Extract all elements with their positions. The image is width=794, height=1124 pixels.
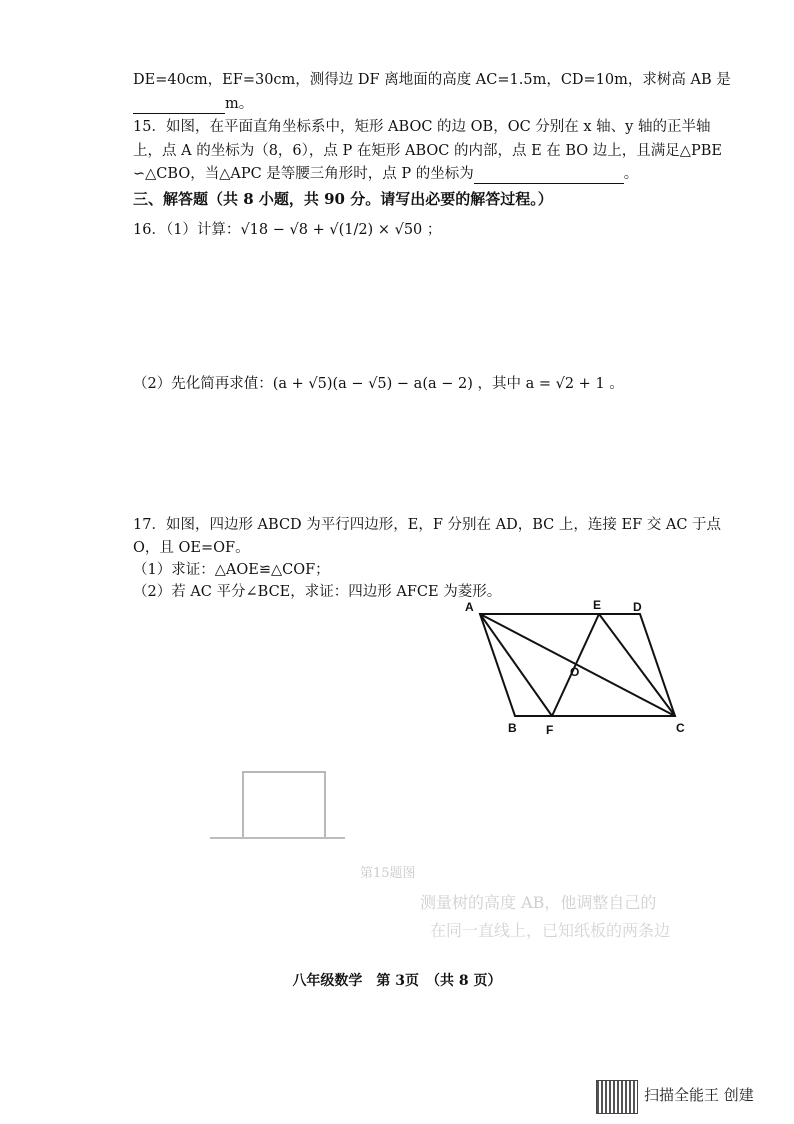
label-o: O — [570, 665, 580, 679]
label-e: E — [593, 598, 602, 612]
bleed-through-figure — [200, 760, 350, 860]
q16-part2 — [133, 374, 624, 394]
page-footer: 八年级数学 第 3页 （共 8 页） — [292, 973, 502, 989]
q15-end: 。 — [623, 166, 639, 182]
scanner-watermark: 扫描全能王 创建 — [644, 1086, 754, 1104]
parallelogram-figure — [455, 598, 695, 758]
q15-line1: 15．如图，在平面直角坐标系中，矩形 ABOC 的边 OB，OC 分别在 x 轴、y 轴的正半轴 — [133, 119, 711, 135]
q15-answer-blank[interactable] — [474, 167, 624, 184]
section-3-heading: 三、解答题（共 8 小题，共 90 分。请写出必要的解答过程。） — [133, 190, 553, 208]
q15-line3: ∽△CBO，当△APC 是等腰三角形时，点 P 的坐标为 — [133, 166, 474, 182]
segment-af — [480, 614, 552, 716]
label-c: C — [676, 721, 685, 735]
label-f: F — [546, 723, 554, 737]
q15-line3-wrap — [133, 164, 638, 184]
q17-part1: （1）求证：△AOE≌△COF； — [133, 562, 330, 578]
q14-line1: DE=40cm，EF=30cm，测得边 DF 离地面的高度 AC=1.5m，CD=10m，求树高 AB 是 — [133, 72, 731, 88]
q14-answer-blank[interactable] — [133, 97, 225, 114]
q17-line2: O，且 OE=OF。 — [133, 540, 250, 556]
q17-line1: 17．如图，四边形 ABCD 为平行四边形，E，F 分别在 AD，BC 上，连接 EF 交 AC 于点 — [133, 517, 722, 533]
q15-line2: 上，点 A 的坐标为（8，6），点 P 在矩形 ABOC 的内部，点 E 在 BO 边上，且满足△PBE — [133, 143, 722, 159]
q16-part1-expression: √18 − √8 + √(1/2) × √50 ； — [240, 222, 442, 238]
q16-part2-expression: (a + √5)(a − √5) − a(a − 2) ，其中 a = √2 + 1 。 — [272, 376, 624, 392]
q14-answer-line — [133, 94, 253, 114]
q16-part1 — [133, 220, 441, 240]
segment-ec — [599, 614, 675, 716]
bleed-rectangle — [243, 772, 325, 838]
label-d: D — [633, 600, 642, 614]
qr-code-icon — [596, 1080, 638, 1114]
label-a: A — [465, 600, 474, 614]
q16-part1-label: 16．（1）计算： — [133, 222, 241, 238]
bleed-text-1: 测量树的高度 AB，他调整自己的 — [420, 893, 657, 912]
q14-unit: m。 — [225, 96, 254, 112]
bleed-caption: 第15题图 — [360, 866, 416, 881]
q16-part2-label: （2）先化简再求值： — [133, 376, 273, 392]
bleed-text-2: 在同一直线上，已知纸板的两条边 — [430, 921, 671, 940]
q17-part2: （2）若 AC 平分∠BCE，求证：四边形 AFCE 为菱形。 — [133, 584, 502, 600]
label-b: B — [508, 721, 517, 735]
